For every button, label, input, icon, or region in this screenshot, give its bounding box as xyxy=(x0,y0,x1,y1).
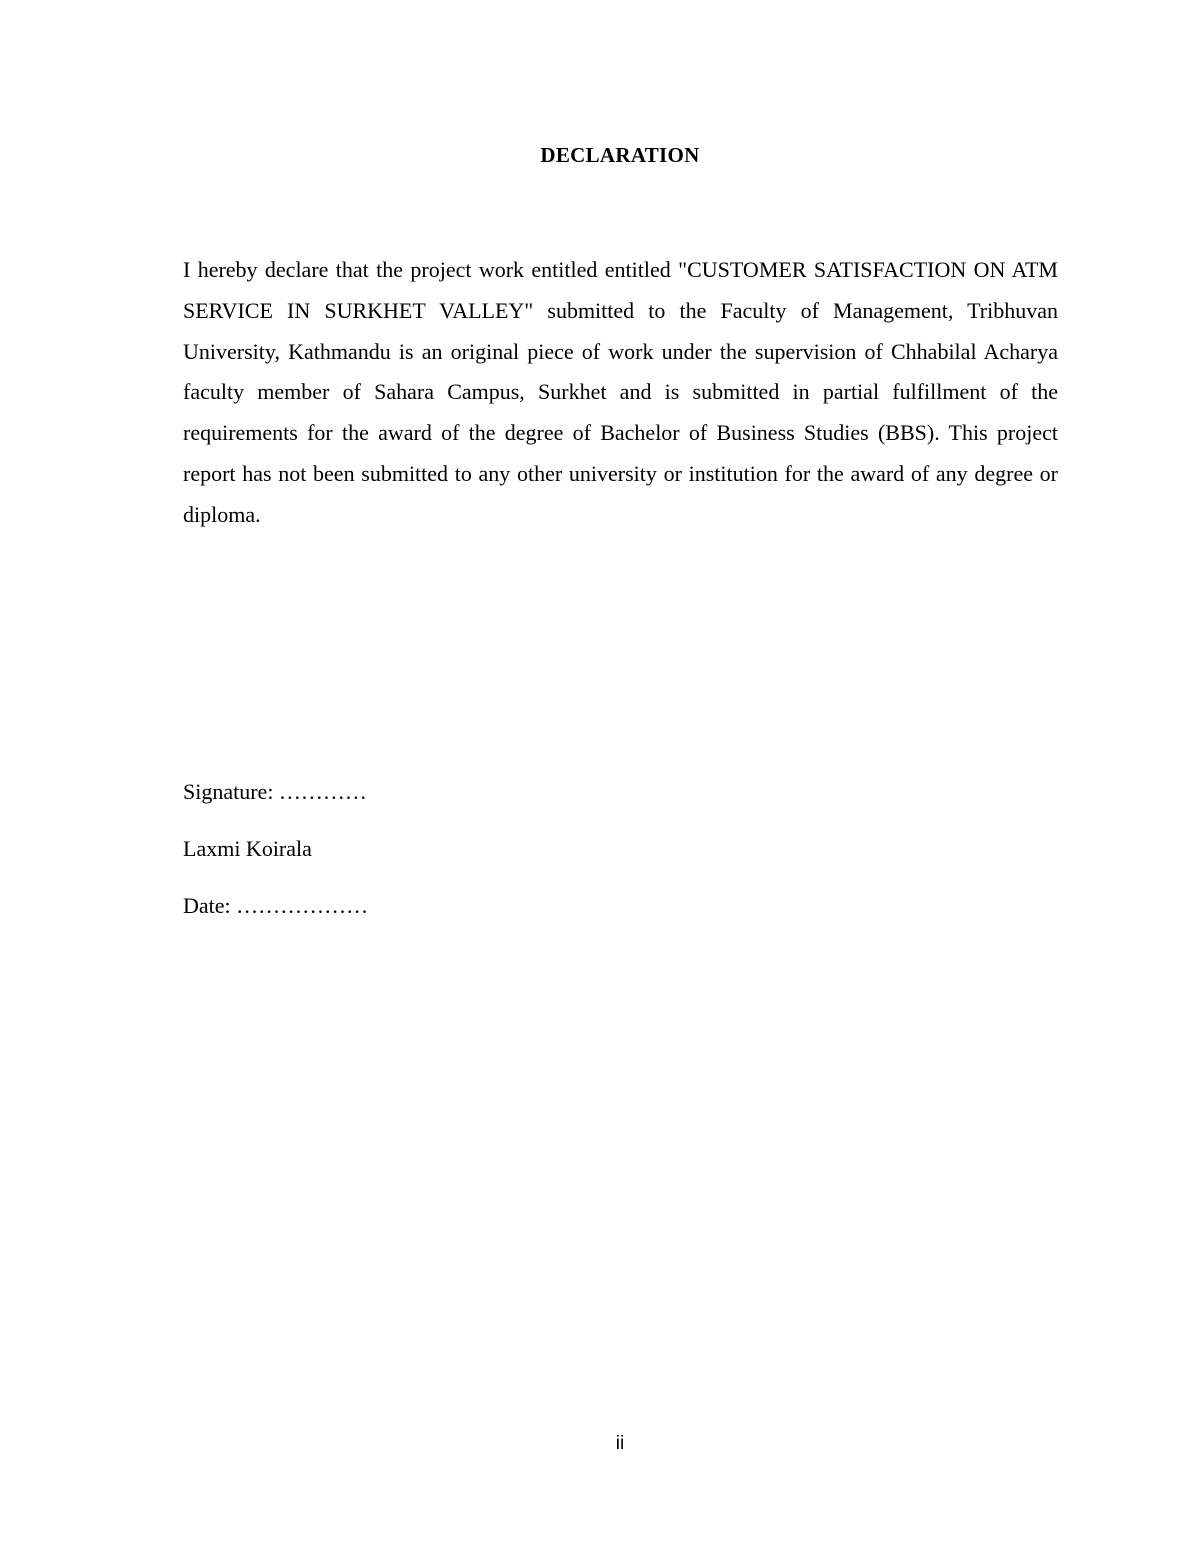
page-number: ii xyxy=(615,1433,625,1454)
signature-line: Signature: ………… xyxy=(183,779,367,804)
page-title: DECLARATION xyxy=(540,143,700,167)
date-line: Date: ……………… xyxy=(183,893,369,918)
declaration-paragraph: I hereby declare that the project work entitled entitled "CUSTOMER SATISFACTION ON ATM SERVICE IN SURKHET VALLEY" submitted to the Faculty of Management, Tribhuvan University, Kathmandu is an original piece of work under the supervision of Chhabilal Acharya faculty member of Sahara Campus, Surkhet and is submitted in partial fulfillment of the requirements for the award of the degree of Bachelor of Business Studies (BBS). This project report has not been submitted to any other university or institution for the award of any degree or diploma. xyxy=(183,257,1058,527)
author-name: Laxmi Koirala xyxy=(183,836,312,861)
